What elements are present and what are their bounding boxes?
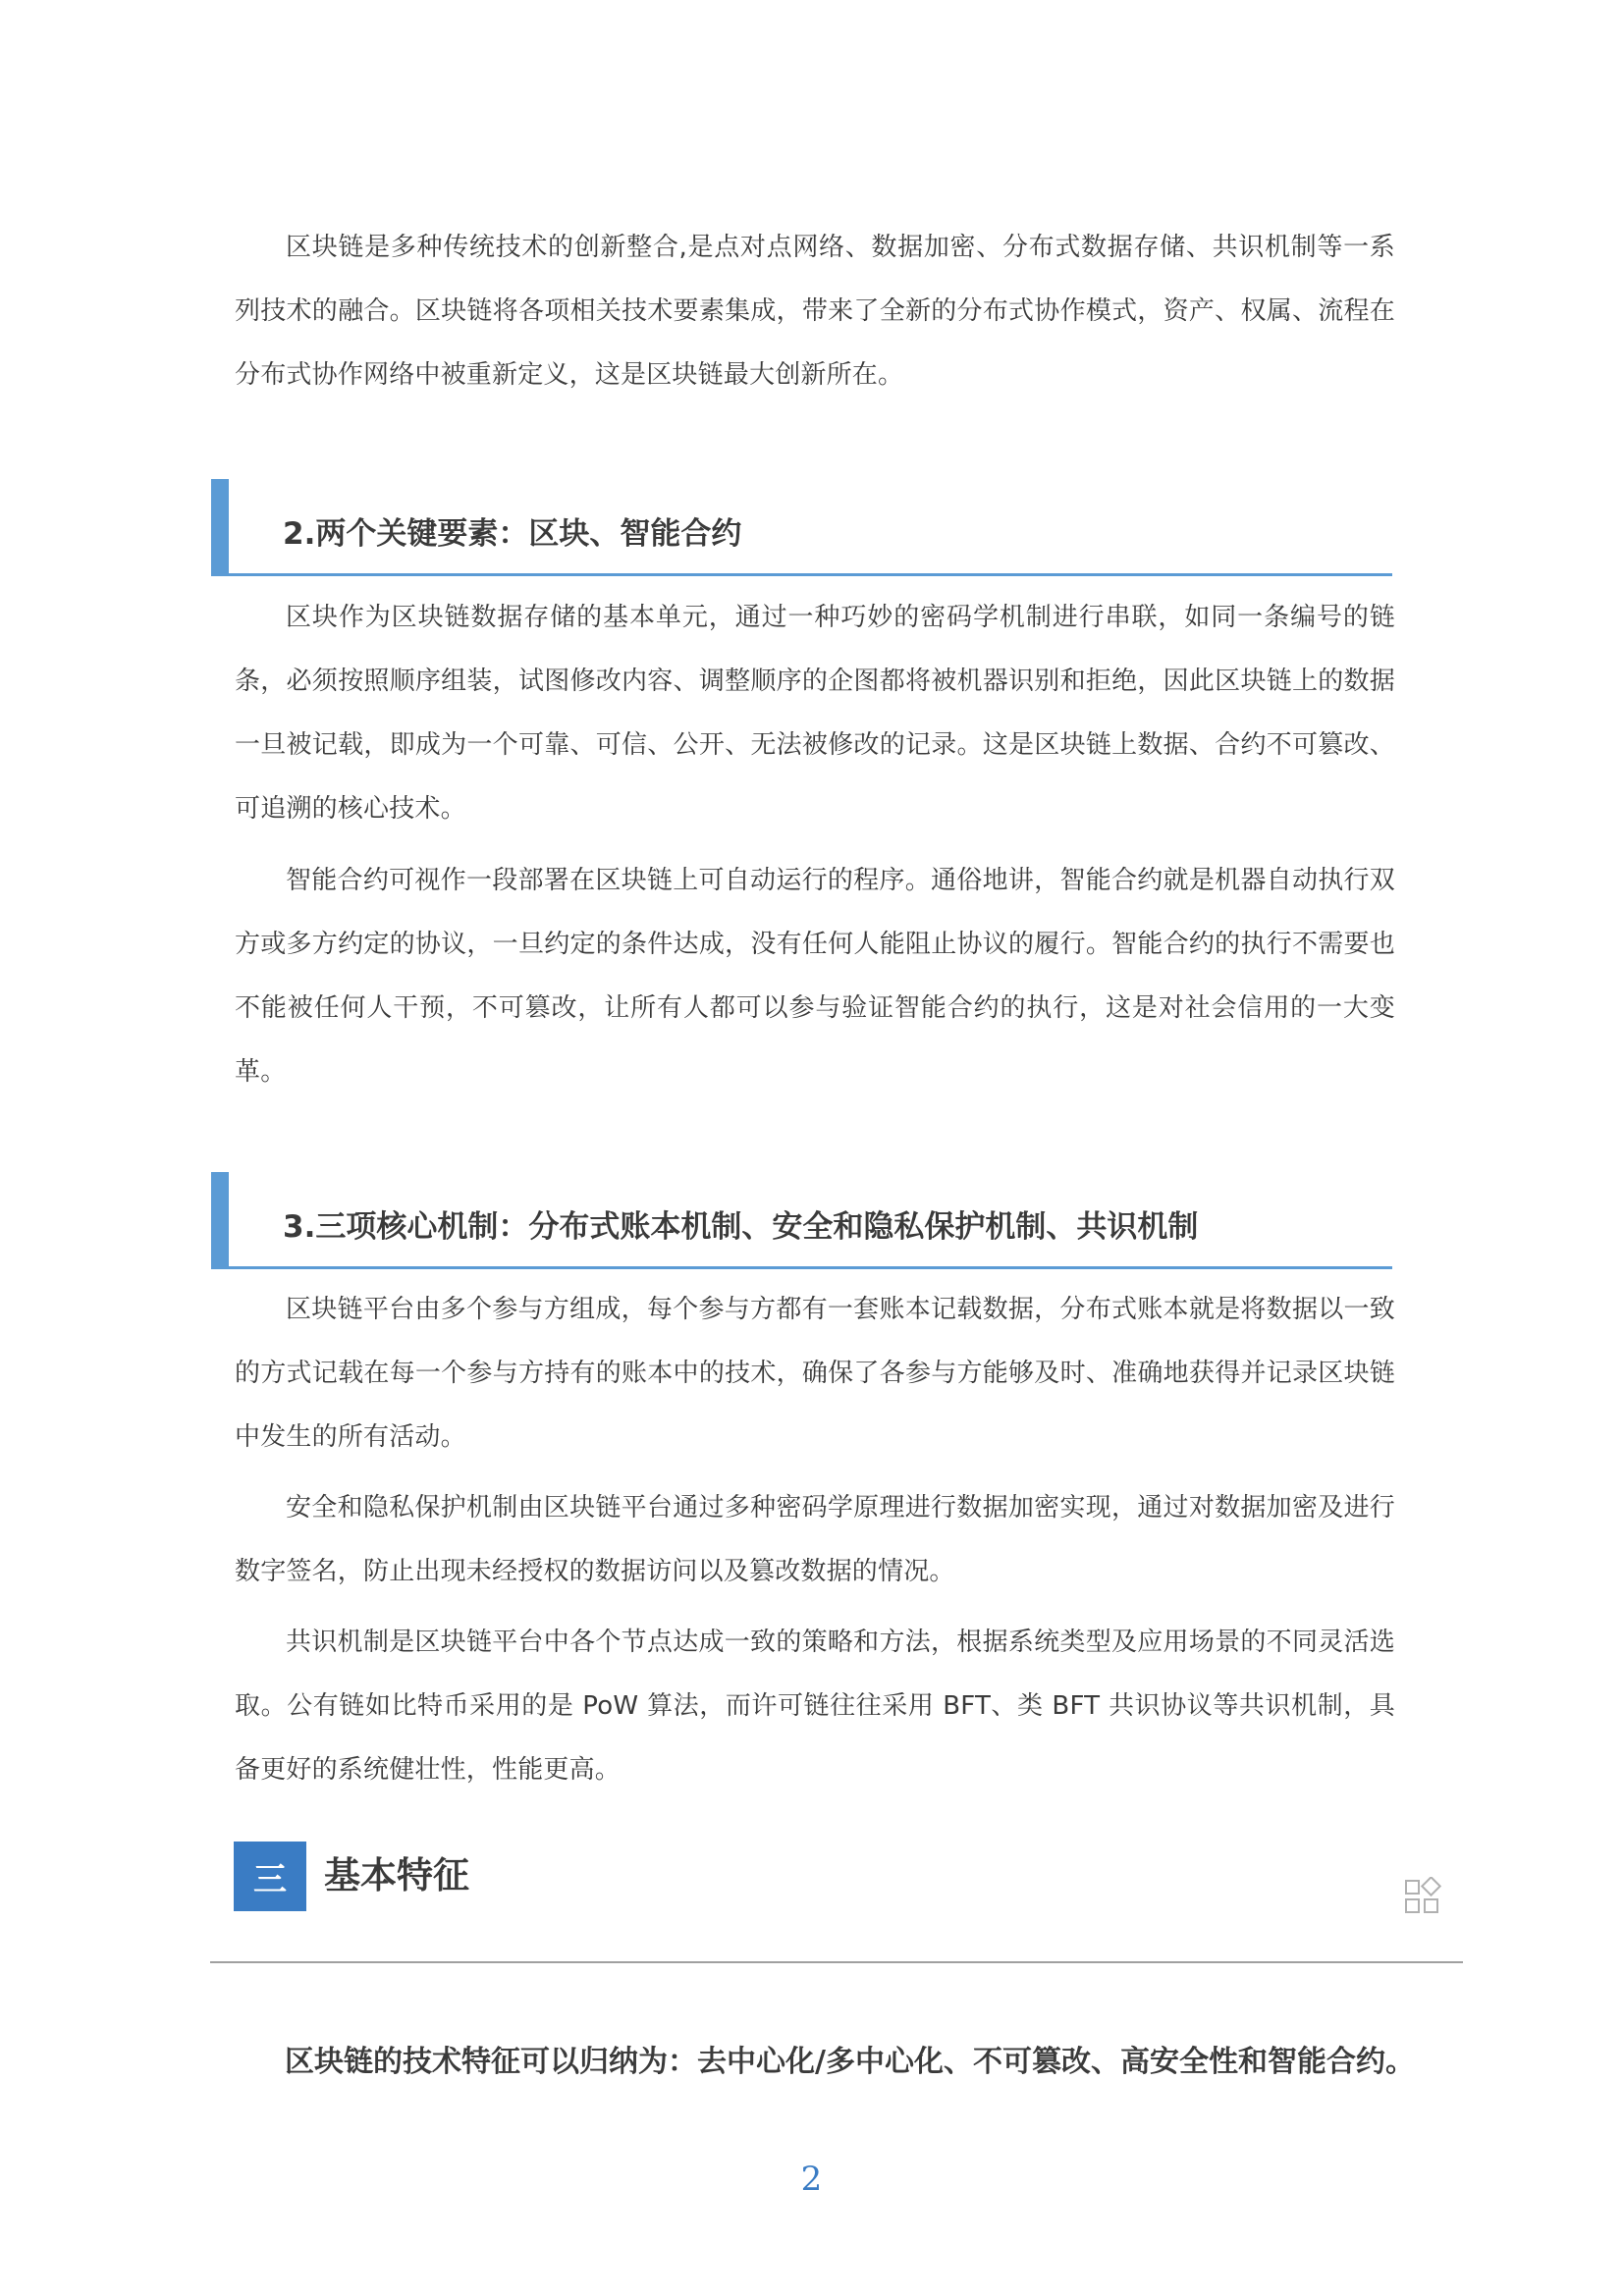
paragraph-intro: 区块链是多种传统技术的创新整合,是点对点网络、数据加密、分布式数据存储、共识机制等一系列技术的融合。区块链将各项相关技术要素集成，带来了全新的分布式协作模式，资产、权属、流程在分布式协作网络中被重新定义，这是区块链最大创新所在。: [235, 233, 1395, 390]
heading-text: 2.两个关键要素：区块、智能合约: [283, 516, 742, 552]
heading-two-key-elements: [211, 479, 1392, 576]
section-title: 基本特征: [324, 1854, 469, 1896]
paragraph-smart-contract: 智能合约可视作一段部署在区块链上可自动运行的程序。通俗地讲，智能合约就是机器自动执行双方或多方约定的协议，一旦约定的条件达成，没有任何人能阻止协议的履行。智能合约的执行不需要也不能被任何人干预，不可篡改，让所有人都可以参与验证智能合约的执行，这是对社会信用的一大变革。: [235, 866, 1395, 1087]
page-number: 2: [800, 2160, 823, 2199]
heading-text: 3.三项核心机制：分布式账本机制、安全和隐私保护机制、共识机制: [283, 1209, 1199, 1245]
paragraph-consensus: 共识机制是区块链平台中各个节点达成一致的策略和方法，根据系统类型及应用场景的不同灵活选取。公有链如比特币采用的是 PoW 算法，而许可链往往采用 BFT、类 BFT 共识协议等共识机制，具备更好的系统健壮性，性能更高。: [235, 1628, 1395, 1785]
paragraph-ledger: 区块链平台由多个参与方组成，每个参与方都有一套账本记载数据，分布式账本就是将数据以一致的方式记载在每一个参与方持有的账本中的技术，确保了各参与方能够及时、准确地获得并记录区块链中发生的所有活动。: [235, 1295, 1395, 1452]
section-number-badge: 三: [234, 1842, 306, 1911]
heading-three-mechanisms: [211, 1172, 1392, 1269]
paragraph-privacy: 安全和隐私保护机制由区块链平台通过多种密码学原理进行数据加密实现，通过对数据加密及进行数字签名，防止出现未经授权的数据访问以及篡改数据的情况。: [235, 1493, 1395, 1586]
summary-statement: 区块链的技术特征可以归纳为：去中心化/多中心化、不可篡改、高安全性和智能合约。: [285, 2045, 1415, 2079]
section-divider: [210, 1961, 1463, 1963]
grid-diamond-icon: [1402, 1877, 1441, 1916]
paragraph-block: 区块作为区块链数据存储的基本单元，通过一种巧妙的密码学机制进行串联，如同一条编号的链条，必须按照顺序组装，试图修改内容、调整顺序的企图都将被机器识别和拒绝，因此区块链上的数据一旦被记载，即成为一个可靠、可信、公开、无法被修改的记录。这是区块链上数据、合约不可篡改、可追溯的核心技术。: [235, 603, 1395, 824]
